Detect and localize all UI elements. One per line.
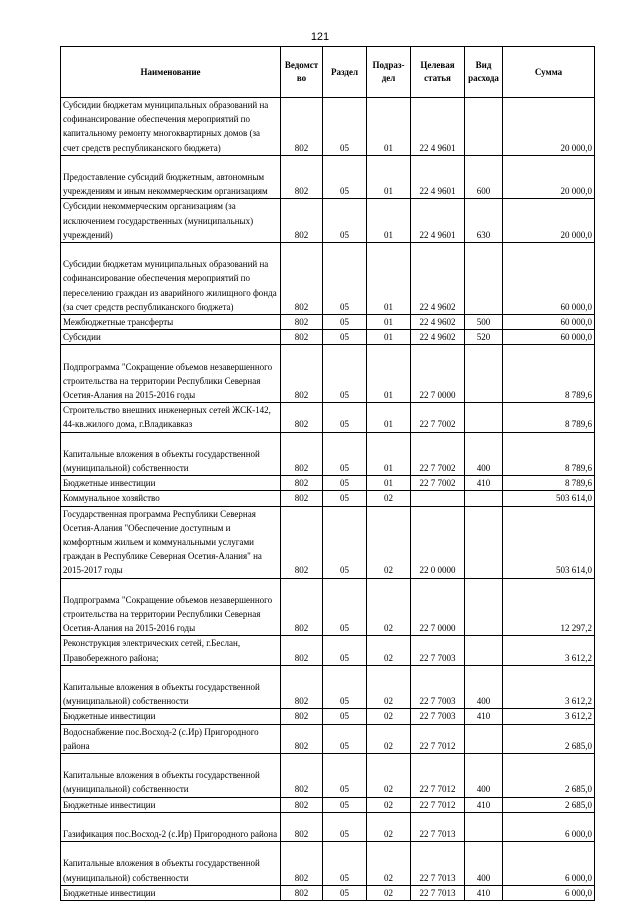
cell-subsection: 02	[367, 724, 411, 753]
header-ministry: Ведомст во	[281, 47, 323, 98]
table-row	[61, 797, 595, 812]
cell-amount: 3 612,2	[503, 665, 595, 709]
cell-subsection: 02	[367, 812, 411, 841]
table-row	[61, 155, 595, 199]
cell-section: 05	[323, 842, 367, 886]
cell-subsection: 01	[367, 155, 411, 199]
cell-section: 05	[323, 578, 367, 636]
cell-amount: 2 685,0	[503, 797, 595, 812]
cell-expense-type	[465, 724, 503, 753]
cell-ministry: 802	[281, 243, 323, 315]
cell-target: 22 7 7012	[411, 754, 465, 798]
cell-subsection: 02	[367, 885, 411, 900]
cell-expense-type	[465, 506, 503, 578]
cell-expense-type: 410	[465, 476, 503, 491]
cell-target: 22 7 7013	[411, 842, 465, 886]
cell-section: 05	[323, 432, 367, 476]
cell-target: 22 7 0000	[411, 578, 465, 636]
cell-name: Субсидии некоммерческим организациям (за исключением государственных (муниципальных) учреждений)	[61, 199, 281, 243]
cell-amount: 2 685,0	[503, 724, 595, 753]
cell-expense-type: 410	[465, 709, 503, 724]
header-expense-type: Вид расхода	[465, 47, 503, 98]
cell-amount: 503 614,0	[503, 506, 595, 578]
table-body	[61, 98, 595, 901]
header-amount: Сумма	[503, 47, 595, 98]
cell-subsection: 02	[367, 709, 411, 724]
cell-section: 05	[323, 199, 367, 243]
table-row	[61, 315, 595, 330]
table-row	[61, 432, 595, 476]
cell-ministry: 802	[281, 797, 323, 812]
cell-ministry: 802	[281, 885, 323, 900]
cell-ministry: 802	[281, 403, 323, 432]
cell-subsection: 02	[367, 754, 411, 798]
cell-amount: 2 685,0	[503, 754, 595, 798]
table-row	[61, 709, 595, 724]
cell-subsection: 02	[367, 665, 411, 709]
cell-name: Реконструкция электрических сетей, г.Беслан, Правобережного района;	[61, 636, 281, 665]
header-subsection: Подраз- дел	[367, 47, 411, 98]
cell-expense-type	[465, 578, 503, 636]
cell-ministry: 802	[281, 330, 323, 345]
cell-amount: 503 614,0	[503, 491, 595, 506]
cell-name: Водоснабжение пос.Восход-2 (с.Ир) Пригородного района	[61, 724, 281, 753]
cell-ministry: 802	[281, 199, 323, 243]
cell-amount: 20 000,0	[503, 199, 595, 243]
cell-expense-type	[465, 345, 503, 403]
cell-expense-type: 410	[465, 797, 503, 812]
cell-name: Бюджетные инвестиции	[61, 709, 281, 724]
cell-name: Капитальные вложения в объекты государственной (муниципальной) собственности	[61, 432, 281, 476]
cell-amount: 6 000,0	[503, 812, 595, 841]
cell-section: 05	[323, 754, 367, 798]
cell-expense-type: 410	[465, 885, 503, 900]
table-row	[61, 491, 595, 506]
table-row	[61, 506, 595, 578]
table-row	[61, 403, 595, 432]
cell-subsection: 02	[367, 797, 411, 812]
cell-expense-type	[465, 491, 503, 506]
cell-target: 22 0 0000	[411, 506, 465, 578]
cell-amount: 20 000,0	[503, 155, 595, 199]
table-row	[61, 476, 595, 491]
cell-ministry: 802	[281, 155, 323, 199]
cell-ministry: 802	[281, 842, 323, 886]
cell-name: Газификация пос.Восход-2 (с.Ир) Пригородного района	[61, 812, 281, 841]
cell-subsection: 01	[367, 432, 411, 476]
cell-subsection: 01	[367, 476, 411, 491]
cell-amount: 12 297,2	[503, 578, 595, 636]
cell-subsection: 01	[367, 345, 411, 403]
cell-subsection: 01	[367, 403, 411, 432]
cell-ministry: 802	[281, 345, 323, 403]
cell-subsection: 01	[367, 330, 411, 345]
cell-section: 05	[323, 315, 367, 330]
cell-subsection: 02	[367, 491, 411, 506]
cell-name: Предоставление субсидий бюджетным, автономным учреждениям и иным некоммерческим организациям	[61, 155, 281, 199]
table-row	[61, 243, 595, 315]
cell-name: Капитальные вложения в объекты государственной (муниципальной) собственности	[61, 754, 281, 798]
table-row	[61, 724, 595, 753]
cell-amount: 60 000,0	[503, 330, 595, 345]
table-row	[61, 578, 595, 636]
cell-name: Строительство внешних инженерных сетей ЖСК-142, 44-кв.жилого дома, г.Владикавказ	[61, 403, 281, 432]
cell-ministry: 802	[281, 98, 323, 156]
cell-name: Подпрограмма "Сокращение объемов незавершенного строительства на территории Республики Северная Осетия-Алания на 2015-2016 годы	[61, 345, 281, 403]
cell-subsection: 01	[367, 98, 411, 156]
cell-name: Бюджетные инвестиции	[61, 885, 281, 900]
cell-target: 22 7 7002	[411, 432, 465, 476]
cell-name: Бюджетные инвестиции	[61, 476, 281, 491]
cell-expense-type: 630	[465, 199, 503, 243]
cell-target: 22 7 7003	[411, 709, 465, 724]
cell-section: 05	[323, 330, 367, 345]
cell-target: 22 7 7012	[411, 724, 465, 753]
cell-expense-type: 600	[465, 155, 503, 199]
cell-amount: 3 612,2	[503, 709, 595, 724]
cell-ministry: 802	[281, 506, 323, 578]
cell-name: Субсидии бюджетам муниципальных образований на софинансирование обеспечения мероприятий по переселению граждан из аварийного жилищного фонда (за счет средств республиканского бюджета)	[61, 243, 281, 315]
header-name: Наименование	[61, 47, 281, 98]
cell-ministry: 802	[281, 754, 323, 798]
cell-expense-type: 520	[465, 330, 503, 345]
cell-ministry: 802	[281, 578, 323, 636]
cell-name: Коммунальное хозяйство	[61, 491, 281, 506]
cell-subsection: 02	[367, 506, 411, 578]
cell-ministry: 802	[281, 709, 323, 724]
cell-amount: 60 000,0	[503, 243, 595, 315]
cell-section: 05	[323, 636, 367, 665]
cell-subsection: 02	[367, 578, 411, 636]
budget-table	[60, 46, 595, 901]
cell-amount: 8 789,6	[503, 476, 595, 491]
cell-target: 22 7 7003	[411, 665, 465, 709]
cell-target: 22 7 7003	[411, 636, 465, 665]
cell-target	[411, 491, 465, 506]
cell-ministry: 802	[281, 812, 323, 841]
page-number: 121	[310, 31, 330, 43]
cell-amount: 6 000,0	[503, 842, 595, 886]
cell-target: 22 4 9601	[411, 199, 465, 243]
cell-section: 05	[323, 155, 367, 199]
table-row	[61, 330, 595, 345]
table-row	[61, 665, 595, 709]
table-row	[61, 885, 595, 900]
cell-section: 05	[323, 812, 367, 841]
cell-section: 05	[323, 476, 367, 491]
table-row	[61, 842, 595, 886]
cell-expense-type	[465, 812, 503, 841]
cell-subsection: 02	[367, 636, 411, 665]
cell-ministry: 802	[281, 476, 323, 491]
cell-section: 05	[323, 724, 367, 753]
cell-amount: 8 789,6	[503, 432, 595, 476]
cell-ministry: 802	[281, 315, 323, 330]
table-row	[61, 98, 595, 156]
cell-ministry: 802	[281, 432, 323, 476]
cell-section: 05	[323, 491, 367, 506]
cell-expense-type	[465, 636, 503, 665]
cell-expense-type: 500	[465, 315, 503, 330]
cell-ministry: 802	[281, 665, 323, 709]
cell-expense-type: 400	[465, 842, 503, 886]
cell-expense-type	[465, 403, 503, 432]
cell-name: Бюджетные инвестиции	[61, 797, 281, 812]
cell-expense-type	[465, 243, 503, 315]
cell-subsection: 01	[367, 199, 411, 243]
cell-target: 22 7 7002	[411, 476, 465, 491]
cell-section: 05	[323, 403, 367, 432]
cell-ministry: 802	[281, 491, 323, 506]
cell-name: Капитальные вложения в объекты государственной (муниципальной) собственности	[61, 665, 281, 709]
cell-section: 05	[323, 665, 367, 709]
table-row	[61, 636, 595, 665]
cell-amount: 6 000,0	[503, 885, 595, 900]
table-row	[61, 345, 595, 403]
cell-section: 05	[323, 506, 367, 578]
cell-section: 05	[323, 885, 367, 900]
cell-target: 22 4 9602	[411, 243, 465, 315]
cell-subsection: 02	[367, 842, 411, 886]
cell-name: Государственная программа Республики Северная Осетия-Алания "Обеспечение доступным и комфортным жильем и коммунальными услугами граждан в Республике Северная Осетия-Алания" на 2015-2017 годы	[61, 506, 281, 578]
table-row	[61, 754, 595, 798]
cell-target: 22 4 9601	[411, 155, 465, 199]
cell-name: Межбюджетные трансферты	[61, 315, 281, 330]
header-target: Целевая статья	[411, 47, 465, 98]
cell-target: 22 7 7012	[411, 797, 465, 812]
cell-target: 22 4 9601	[411, 98, 465, 156]
header-row	[61, 47, 595, 98]
cell-name: Капитальные вложения в объекты государственной (муниципальной) собственности	[61, 842, 281, 886]
cell-name: Субсидии бюджетам муниципальных образований на софинансирование обеспечения мероприятий по капитальному ремонту многоквартирных домов (за счет средств республиканского бюджета)	[61, 98, 281, 156]
cell-amount: 8 789,6	[503, 345, 595, 403]
cell-target: 22 4 9602	[411, 330, 465, 345]
cell-amount: 3 612,2	[503, 636, 595, 665]
cell-ministry: 802	[281, 636, 323, 665]
table-row	[61, 199, 595, 243]
cell-expense-type: 400	[465, 754, 503, 798]
cell-name: Субсидии	[61, 330, 281, 345]
table-row	[61, 812, 595, 841]
cell-subsection: 01	[367, 315, 411, 330]
cell-target: 22 7 7002	[411, 403, 465, 432]
cell-expense-type: 400	[465, 665, 503, 709]
cell-section: 05	[323, 98, 367, 156]
cell-amount: 20 000,0	[503, 98, 595, 156]
cell-expense-type: 400	[465, 432, 503, 476]
cell-target: 22 4 9602	[411, 315, 465, 330]
cell-target: 22 7 7013	[411, 812, 465, 841]
cell-subsection: 01	[367, 243, 411, 315]
cell-section: 05	[323, 709, 367, 724]
cell-section: 05	[323, 243, 367, 315]
cell-target: 22 7 0000	[411, 345, 465, 403]
header-section: Раздел	[323, 47, 367, 98]
cell-section: 05	[323, 345, 367, 403]
cell-section: 05	[323, 797, 367, 812]
cell-expense-type	[465, 98, 503, 156]
cell-ministry: 802	[281, 724, 323, 753]
cell-amount: 60 000,0	[503, 315, 595, 330]
cell-name: Подпрограмма "Сокращение объемов незавершенного строительства на территории Республики Северная Осетия-Алания на 2015-2016 годы	[61, 578, 281, 636]
cell-target: 22 7 7013	[411, 885, 465, 900]
cell-amount: 8 789,6	[503, 403, 595, 432]
